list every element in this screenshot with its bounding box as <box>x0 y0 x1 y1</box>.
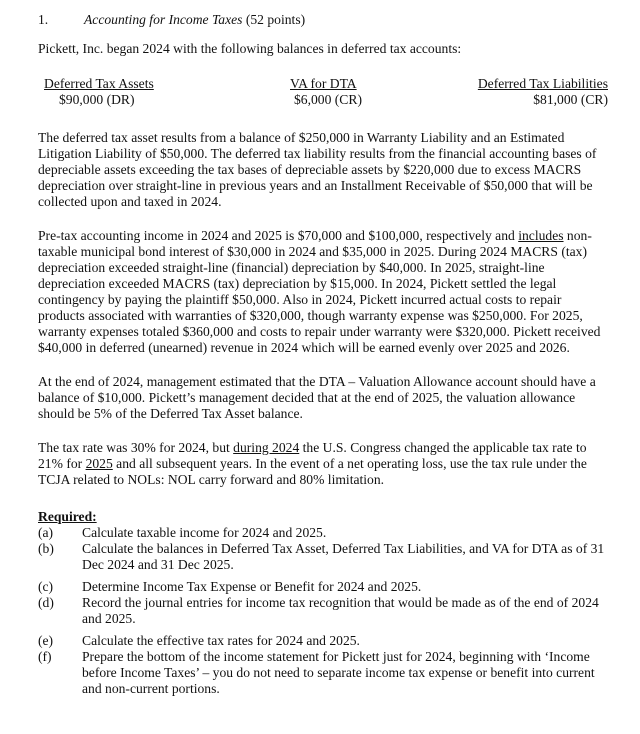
problem-points: (52 points) <box>242 12 306 27</box>
item-text: Calculate taxable income for 2024 and 2025. <box>82 525 327 540</box>
paragraph-deferred-tax-sources: The deferred tax asset results from a balance of $250,000 in Warranty Liability and an Estimated Litigation Liability of $50,000. The deferred tax liability results from the financial accounting bases of depreciable assets exceeding the tax bases of depreciable assets by $220,000 due to excess MACRS depreciation over straight-line in previous years and an Installment Receivable of $50,000 that will be collected upon and taxed in 2024. <box>38 130 597 209</box>
item-label: (d) <box>38 595 54 610</box>
item-label: (a) <box>38 525 54 540</box>
item-text: Calculate the balances in Deferred Tax Asset, Deferred Tax Liabilities, and VA for DTA as of 31 Dec 2024 and 31 Dec 2025. <box>82 541 605 572</box>
paragraph2-part: Pre-tax accounting income in 2024 and 2025 is $70,000 and $100,000, respectively and <box>38 228 519 243</box>
account-header: VA for DTA <box>290 76 357 91</box>
account-value: $6,000 (CR) <box>294 92 362 107</box>
account-value: $90,000 (DR) <box>59 92 135 107</box>
required-item-f <box>38 649 608 697</box>
account-deferred-tax-liabilities <box>478 76 608 108</box>
required-title: Required: <box>38 509 97 524</box>
item-label: (c) <box>38 579 54 594</box>
item-text: Determine Income Tax Expense or Benefit for 2024 and 2025. <box>82 579 422 594</box>
paragraph2-part: non-taxable municipal bond interest of $30,000 in 2024 and $35,000 in 2025. During 2024 MACRS (tax) depreciation exceeded straight-line (financial) depreciation by $40,000. In 2025, straight-line depreciation exceeded MACRS (tax) depreciation by $15,000. In 2024, Pickett settled the legal contingency by paying the plaintiff $50,000. Also in 2024, Pickett incurred actual costs to repair products associated with warranties of $320,000, though warranty expense was $250,000. For 2025, warranty expenses totaled $360,000 and costs to repair under warranty were $320,000. Pickett received $40,000 in deferred (unearned) revenue in 2024 which will be earned evenly over 2025 and 2026. <box>38 228 601 355</box>
account-header: Deferred Tax Assets <box>44 76 154 91</box>
required-section <box>38 509 608 697</box>
paragraph-income-details <box>38 228 608 356</box>
problem-number: 1. <box>38 12 49 27</box>
required-item-b <box>38 541 608 573</box>
intro-text: Pickett, Inc. began 2024 with the following balances in deferred tax accounts: <box>38 41 462 56</box>
account-va-for-dta <box>284 76 450 108</box>
required-item-a <box>38 525 608 541</box>
account-balances <box>38 76 608 108</box>
item-label: (f) <box>38 649 52 664</box>
document-page <box>38 10 608 697</box>
item-label: (b) <box>38 541 54 556</box>
paragraph-tax-rate <box>38 440 608 488</box>
account-header: Deferred Tax Liabilities <box>477 76 608 91</box>
item-label: (e) <box>38 633 54 648</box>
account-deferred-tax-assets <box>38 76 284 108</box>
problem-title-line <box>84 12 305 28</box>
item-text: Record the journal entries for income tax recognition that would be made as of the end of 2024 and 2025. <box>82 595 599 626</box>
required-item-c <box>38 579 608 595</box>
account-value: $81,000 (CR) <box>533 92 608 107</box>
problem-heading <box>38 12 608 28</box>
paragraph4-part: and all subsequent years. In the event of a net operating loss, use the tax rule under the TCJA related to NOLs: NOL carry forward and 80% limitation. <box>38 456 587 487</box>
paragraph4-part: the U.S. Congress changed the applicable tax rate to 21% for <box>38 440 587 471</box>
item-text: Prepare the bottom of the income statement for Pickett just for 2024, beginning with ‘Income before Income Taxes’ – you do not need to separate income tax expense or benefit into current and non-current portions. <box>82 649 595 696</box>
paragraph4-part: The tax rate was 30% for 2024, but <box>38 440 234 455</box>
underlined-includes: includes <box>518 228 564 243</box>
underlined-2025: 2025 <box>85 456 113 471</box>
underlined-during-2024: during 2024 <box>233 440 300 455</box>
required-item-d <box>38 595 608 627</box>
problem-title: Accounting for Income Taxes <box>84 12 243 27</box>
paragraph-valuation-allowance: At the end of 2024, management estimated that the DTA – Valuation Allowance account should have a balance of $10,000. Pickett’s management decided that at the end of 2025, the valuation allowance should be 5% of the Deferred Tax Asset balance. <box>38 374 596 421</box>
required-item-e <box>38 633 608 649</box>
item-text: Calculate the effective tax rates for 2024 and 2025. <box>82 633 360 648</box>
